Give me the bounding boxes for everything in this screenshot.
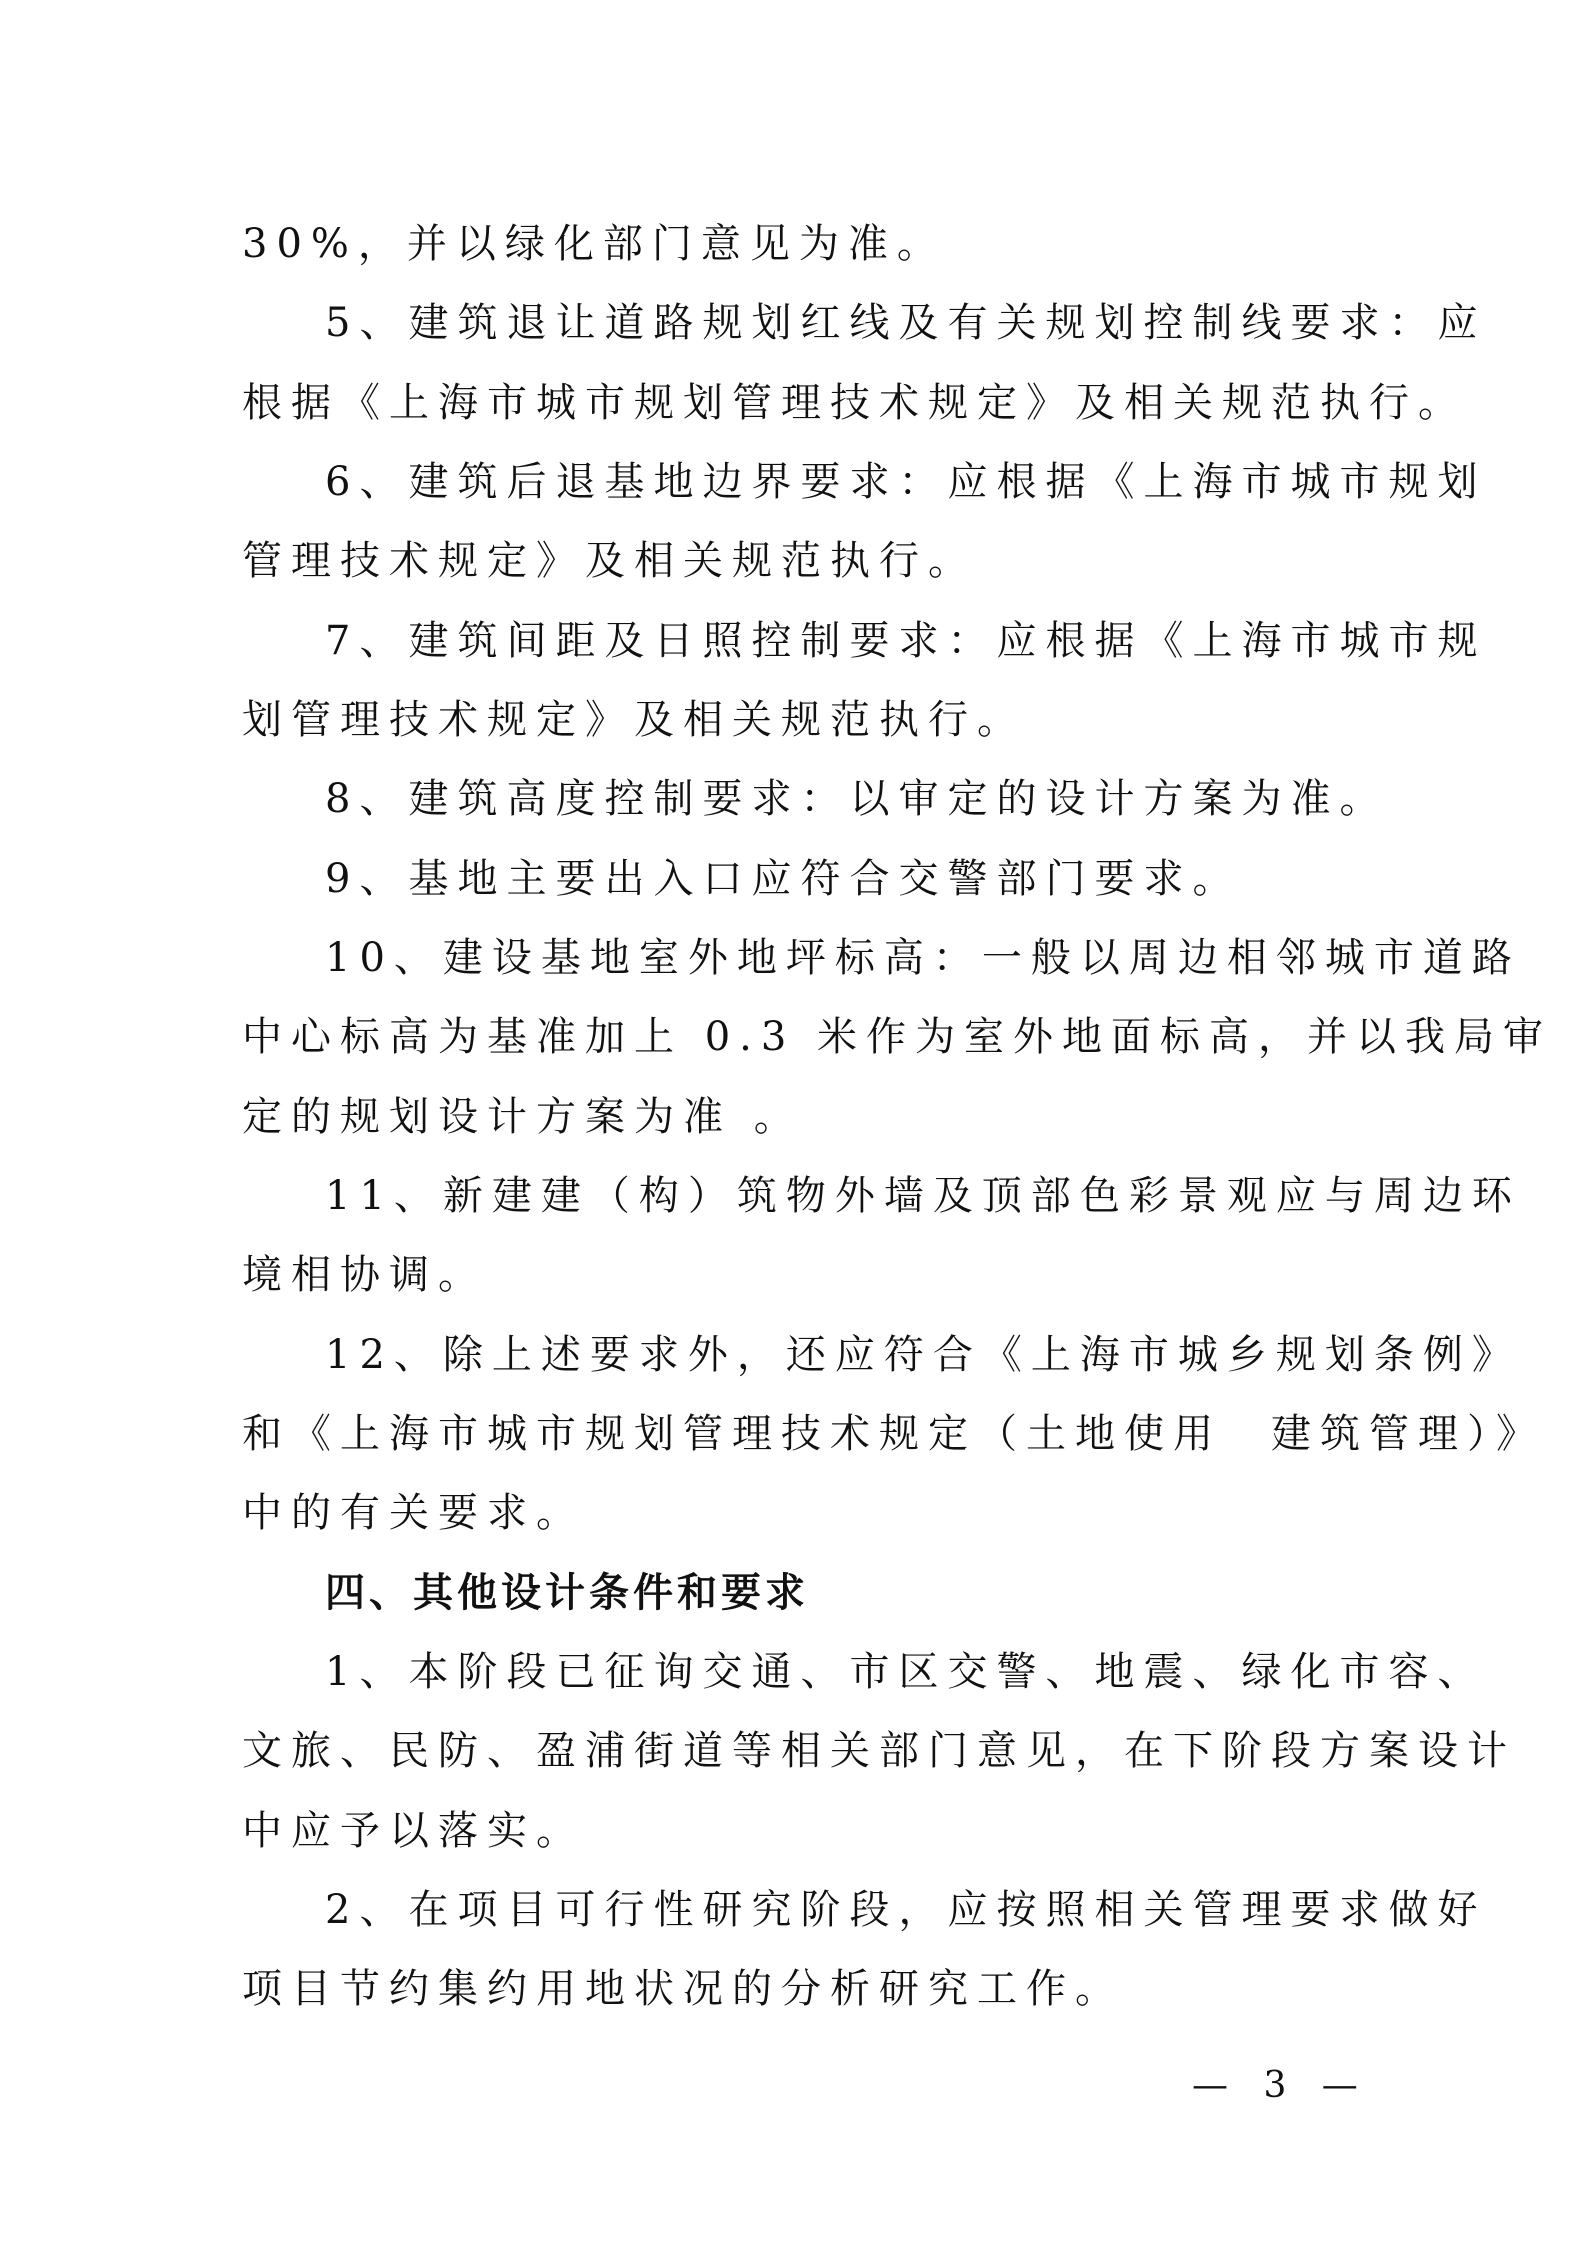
- paragraph-line: 5、建筑退让道路规划红线及有关规划控制线要求：应: [325, 300, 1487, 346]
- paragraph-line: 中心标高为基准加上 0.3 米作为室外地面标高，并以我局审: [242, 1014, 1553, 1060]
- paragraph-line: 根据《上海市城市规划管理技术规定》及相关规范执行。: [242, 380, 1467, 426]
- paragraph-line: 管理技术规定》及相关规范执行。: [242, 538, 977, 584]
- paragraph-line: 中应予以落实。: [242, 1808, 585, 1854]
- paragraph-line: 1、本阶段已征询交通、市区交警、地震、绿化市容、: [325, 1649, 1487, 1695]
- paragraph-line: 文旅、民防、盈浦街道等相关部门意见，在下阶段方案设计: [242, 1728, 1516, 1774]
- paragraph-line: 2、在项目可行性研究阶段，应按照相关管理要求做好: [325, 1887, 1487, 1933]
- paragraph-line: 8、建筑高度控制要求：以审定的设计方案为准。: [325, 776, 1389, 822]
- paragraph-line: 12、除上述要求外，还应符合《上海市城乡规划条例》: [325, 1332, 1521, 1378]
- page-number: — 3 —: [1192, 2065, 1370, 2106]
- paragraph-line: 划管理技术规定》及相关规范执行。: [242, 697, 1026, 743]
- paragraph-line: 境相协调。: [242, 1252, 487, 1298]
- paragraph-line: 9、基地主要出入口应符合交警部门要求。: [325, 856, 1242, 902]
- paragraph-line: 6、建筑后退基地边界要求：应根据《上海市城市规划: [325, 459, 1487, 505]
- paragraph-line: 30%，并以绿化部门意见为准。: [242, 221, 946, 267]
- paragraph-line: 10、建设基地室外地坪标高：一般以周边相邻城市道路: [325, 935, 1521, 981]
- paragraph-line: 7、建筑间距及日照控制要求：应根据《上海市城市规: [325, 618, 1487, 664]
- paragraph-line: 项目节约集约用地状况的分析研究工作。: [242, 1966, 1124, 2012]
- paragraph-line: 和《上海市城市规划管理技术规定（土地使用 建筑管理）》: [242, 1411, 1545, 1457]
- section-heading: 四、其他设计条件和要求: [325, 1570, 809, 1616]
- paragraph-line: 定的规划设计方案为准 。: [242, 1094, 803, 1140]
- paragraph-line: 中的有关要求。: [242, 1490, 585, 1536]
- paragraph-line: 11、新建建（构）筑物外墙及顶部色彩景观应与周边环: [325, 1173, 1521, 1219]
